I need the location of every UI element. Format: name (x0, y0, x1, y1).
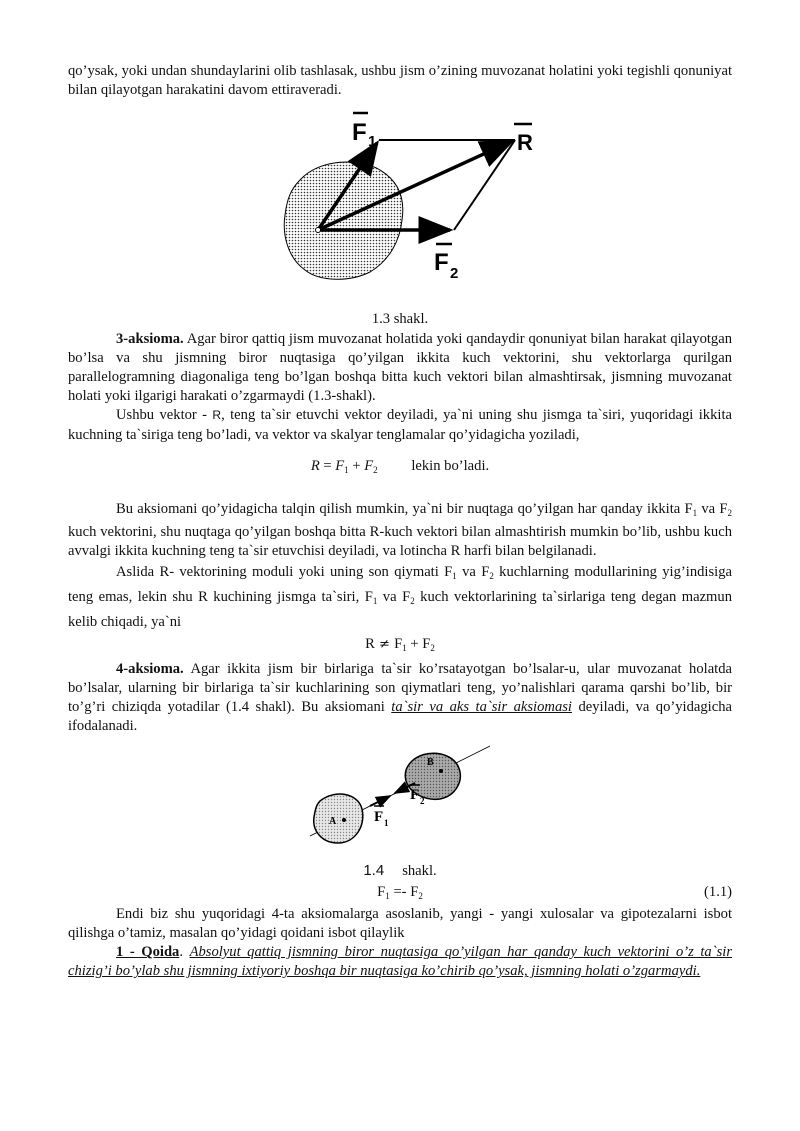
label-a: A (329, 815, 337, 827)
figure-1-4 (300, 741, 500, 851)
label-r: R (517, 130, 533, 156)
figure-1-4-caption: 1.4 shakl. (363, 861, 437, 879)
label-f1-small-sub: 1 (384, 817, 389, 828)
axiom-4-heading: 4-aksioma. (116, 660, 184, 677)
body-blob (284, 162, 403, 279)
figure-1-3 (240, 110, 560, 310)
intro-paragraph: qo’ysak, yoki undan shundaylarini olib tashlasak, ushbu jism o’zining muvozanat holatini yoki tegishli qonuniyat bilan qilayotgan harakatini davom ettiraveradi. (68, 63, 732, 99)
equation-1-1: $F_1 =- F_2$ (1.1) (377, 883, 732, 901)
label-f2-small: F (410, 786, 420, 803)
equation-number: (1.1) (704, 883, 732, 900)
conclusion-paragraph: Endi biz shu yuqoridagi 4-ta aksiomalarga asoslanib, yangi - yangi xulosalar va gipotezalarni isbot qilishga o’tamiz, masalan qo’yidagi qoidani isbot qilaylik (68, 905, 732, 942)
axiom-4-paragraph: 4-aksioma. Agar ikkita jism bir birlariga ta`sir ko’rsatayotgan bo’lsalar-u, ular muvozanat holatda bo’lsalar, ularning bir birlariga ta`sir kuchlarining son qiymatlari teng, yo’nalishlari qarama qarshi bo’lib, bir to’g’ri chiziqda yotadilar (1.4 shakl). Bu aksiomani ta`sir va aks ta`sir aksiomasi deyiladi, va qo’yidagicha ifodalanadi. (68, 660, 732, 735)
formula-resultant: $R = F_1 + F_2$ lekin bo’ladi. (310, 457, 490, 475)
axiom-3-heading: 3-aksioma. (116, 330, 184, 347)
vector-paragraph: Ushbu vektor - R, teng ta`sir etuvchi vektor deyiladi, ya`ni uning shu jismga ta`siri, yuqoridagi ikkita kuchning ta`siriga teng bo’ladi, va vektor va skalyar tenglamalar qo’yidagicha yoziladi, (68, 407, 732, 443)
label-b: B (427, 756, 434, 768)
interpretation-paragraph: Bu aksiomani qo’yidagicha talqin qilish mumkin, ya`ni bir nuqtaga qo’yilgan har qanday ikkita $F_1$ va $F_2$ kuch vektorini, shu nuqtaga qo’yilgan boshqa bitta R-kuch vektori bilan almashtirish mumkin bo’lib, ushbu kuch avvalgi ikkita kuchning teng ta`sir etuvchisi deyiladi, va lotincha R harfi bilan belgilanadi. (68, 501, 733, 560)
axiom-3-paragraph: 3-aksioma. Agar biror qattiq jism muvozanat holatida yoki qandaydir qonuniyat bilan harakat qilayotgan bo’lsa va shu jismning biror nuqtasiga qo’yilgan ikkita kuch vektorini, shu vektorlarga qurilgan parallelogramning diagonaliga teng bo’lgan boshqa bitta kuch vektori bilan almashtirsak, jismning muvozanat holati yoki ilgarigi harakati o’zgarmaydi (1.3-shakl). (68, 330, 732, 405)
modulus-paragraph: Aslida R- vektorining moduli yoki uning son qiymati $F_1$ va $F_2$ kuchlarning modullarining yig’indisiga teng emas, lekin shu R kuchining jismga ta`siri, $F_1$ va $F_2$ kuch vektorlarining ta`sirlariga teng degan mazmun kelib chiqadi, ya`ni (68, 563, 732, 630)
body-a (314, 794, 363, 843)
label-f1-sub: 1 (368, 133, 377, 151)
label-f2-sub: 2 (450, 265, 459, 283)
rule-1-heading: 1 - Qoida (116, 944, 180, 961)
rule-1-text: Absolyut qattiq jismning biror nuqtasiga qo’yilgan har qanday kuch vektorini o’z ta`sir chizig’i bo’ylab shu jismning ixtiyoriy boshqa bir nuqtasiga ko’chirib qo’ysak, jismning holati o’zgarmaydi. (68, 944, 732, 980)
point-a (342, 818, 346, 822)
formula-inequality: $R \ne F_1 + F_2$ (365, 635, 435, 653)
label-f2-small-sub: 2 (420, 795, 425, 806)
rule-1-paragraph: 1 - Qoida. Absolyut qattiq jismning biror nuqtasiga qo’yilgan har qanday kuch vektorini o’z ta`sir chizig’i bo’ylab shu jismning ixtiyoriy boshqa bir nuqtasiga ko’chirib qo’ysak, jismning holati o’zgarmaydi. (68, 944, 732, 980)
axiom-4-emphasis: ta`sir va aks ta`sir aksiomasi (391, 699, 572, 716)
origin-point (316, 228, 321, 233)
figure-1-3-caption: 1.3 shakl. (371, 311, 429, 328)
label-f2: F (434, 249, 449, 277)
document-page (68, 62, 732, 982)
formula-note: lekin bo’ladi. (411, 457, 490, 474)
label-f1: F (352, 119, 367, 147)
vector-f1-small (370, 796, 390, 806)
point-b (439, 769, 443, 773)
label-f1-small: F (374, 808, 384, 825)
